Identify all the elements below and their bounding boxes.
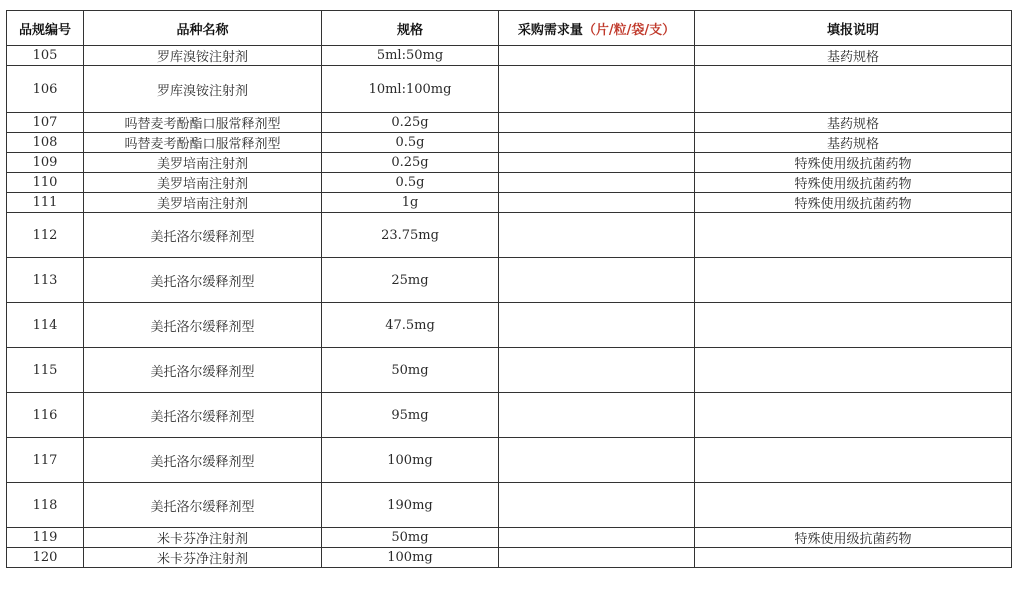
cell-quantity[interactable] [499, 213, 695, 258]
table-row [7, 153, 1012, 173]
cell-id: 115 [7, 348, 84, 393]
cell-id: 109 [7, 153, 84, 173]
cell-name: 罗库溴铵注射剂 [84, 46, 322, 66]
cell-id: 111 [7, 193, 84, 213]
cell-name: 美托洛尔缓释剂型 [84, 258, 322, 303]
cell-name: 米卡芬净注射剂 [84, 528, 322, 548]
cell-spec: 10ml:100mg [322, 66, 499, 113]
cell-id: 112 [7, 213, 84, 258]
header-quantity-label: 采购需求量 [517, 22, 583, 38]
cell-note: 特殊使用级抗菌药物 [695, 193, 1012, 213]
cell-spec: 0.25g [322, 153, 499, 173]
cell-id: 116 [7, 393, 84, 438]
table-row [7, 303, 1012, 348]
cell-name: 美托洛尔缓释剂型 [84, 438, 322, 483]
header-name: 品种名称 [84, 11, 322, 46]
table-row [7, 193, 1012, 213]
cell-note [695, 483, 1012, 528]
header-note: 填报说明 [695, 11, 1012, 46]
cell-quantity[interactable] [499, 438, 695, 483]
cell-quantity[interactable] [499, 113, 695, 133]
cell-note: 特殊使用级抗菌药物 [695, 528, 1012, 548]
cell-name: 美托洛尔缓释剂型 [84, 213, 322, 258]
cell-quantity[interactable] [499, 528, 695, 548]
cell-name: 米卡芬净注射剂 [84, 548, 322, 568]
cell-name: 美托洛尔缓释剂型 [84, 303, 322, 348]
cell-note: 基药规格 [695, 133, 1012, 153]
table-header-row [7, 11, 1012, 46]
cell-spec: 50mg [322, 528, 499, 548]
cell-spec: 47.5mg [322, 303, 499, 348]
cell-note: 特殊使用级抗菌药物 [695, 173, 1012, 193]
cell-quantity[interactable] [499, 483, 695, 528]
cell-spec: 100mg [322, 438, 499, 483]
cell-id: 118 [7, 483, 84, 528]
table-row [7, 528, 1012, 548]
table-row [7, 113, 1012, 133]
cell-id: 106 [7, 66, 84, 113]
cell-id: 110 [7, 173, 84, 193]
procurement-table [6, 10, 1012, 568]
cell-id: 105 [7, 46, 84, 66]
table-row [7, 173, 1012, 193]
cell-name: 美罗培南注射剂 [84, 153, 322, 173]
cell-quantity[interactable] [499, 548, 695, 568]
cell-note [695, 213, 1012, 258]
header-quantity-unit: （片/粒/袋/支） [582, 22, 676, 38]
cell-spec: 95mg [322, 393, 499, 438]
cell-note [695, 303, 1012, 348]
cell-name: 美托洛尔缓释剂型 [84, 348, 322, 393]
cell-quantity[interactable] [499, 193, 695, 213]
cell-note [695, 438, 1012, 483]
table-row [7, 438, 1012, 483]
table-row [7, 483, 1012, 528]
cell-spec: 50mg [322, 348, 499, 393]
table-row [7, 548, 1012, 568]
table-row [7, 213, 1012, 258]
cell-name: 美托洛尔缓释剂型 [84, 393, 322, 438]
cell-name: 罗库溴铵注射剂 [84, 66, 322, 113]
cell-spec: 0.25g [322, 113, 499, 133]
cell-note [695, 66, 1012, 113]
cell-spec: 0.5g [322, 173, 499, 193]
cell-spec: 23.75mg [322, 213, 499, 258]
cell-quantity[interactable] [499, 66, 695, 113]
cell-id: 119 [7, 528, 84, 548]
cell-quantity[interactable] [499, 46, 695, 66]
cell-spec: 100mg [322, 548, 499, 568]
cell-quantity[interactable] [499, 173, 695, 193]
cell-id: 107 [7, 113, 84, 133]
cell-name: 吗替麦考酚酯口服常释剂型 [84, 133, 322, 153]
cell-quantity[interactable] [499, 153, 695, 173]
cell-quantity[interactable] [499, 133, 695, 153]
table-row [7, 66, 1012, 113]
table-row [7, 393, 1012, 438]
cell-name: 吗替麦考酚酯口服常释剂型 [84, 113, 322, 133]
header-spec: 规格 [322, 11, 499, 46]
cell-note: 特殊使用级抗菌药物 [695, 153, 1012, 173]
header-quantity [499, 11, 695, 46]
cell-spec: 25mg [322, 258, 499, 303]
cell-spec: 190mg [322, 483, 499, 528]
cell-quantity[interactable] [499, 258, 695, 303]
table-row [7, 133, 1012, 153]
header-id: 品规编号 [7, 11, 84, 46]
table-row [7, 258, 1012, 303]
cell-spec: 1g [322, 193, 499, 213]
cell-id: 113 [7, 258, 84, 303]
table-row [7, 348, 1012, 393]
cell-id: 117 [7, 438, 84, 483]
cell-quantity[interactable] [499, 393, 695, 438]
cell-name: 美罗培南注射剂 [84, 193, 322, 213]
cell-note [695, 548, 1012, 568]
cell-id: 108 [7, 133, 84, 153]
cell-note [695, 258, 1012, 303]
cell-quantity[interactable] [499, 348, 695, 393]
cell-note: 基药规格 [695, 113, 1012, 133]
cell-spec: 0.5g [322, 133, 499, 153]
table-row [7, 46, 1012, 66]
cell-note: 基药规格 [695, 46, 1012, 66]
cell-id: 114 [7, 303, 84, 348]
cell-name: 美托洛尔缓释剂型 [84, 483, 322, 528]
cell-note [695, 348, 1012, 393]
cell-name: 美罗培南注射剂 [84, 173, 322, 193]
cell-quantity[interactable] [499, 303, 695, 348]
cell-note [695, 393, 1012, 438]
cell-id: 120 [7, 548, 84, 568]
cell-spec: 5ml:50mg [322, 46, 499, 66]
